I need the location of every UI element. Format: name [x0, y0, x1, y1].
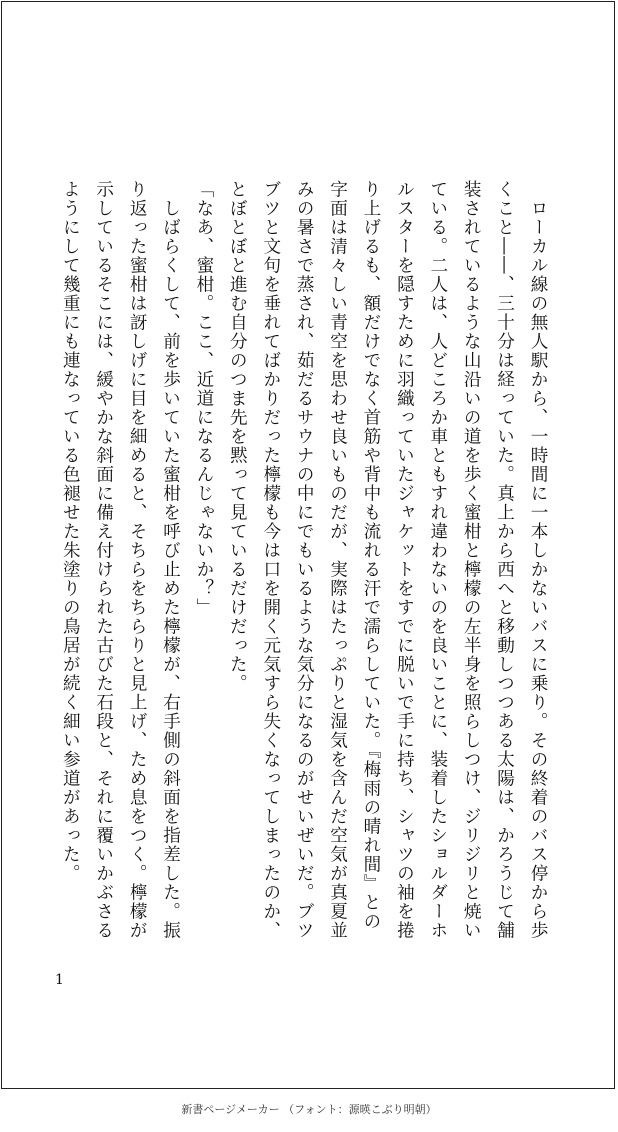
- book-page: [1, 1, 615, 1089]
- footer-caption: 新書ページメーカー （フォント：源暎こぶり明朝）: [181, 1103, 437, 1116]
- paragraph-1: ローカル線の無人駅から、一時間に一本しかないバスに乗り。その終着のバス停から歩くこと――、三十分は経っていた。真上から西へと移動しつつある太陽は、かろうじて舗装されているような山沿いの道を歩く蜜柑と檸檬の左半身を照らしつけ、ジリジリと焼いている。二人は、人どころか車ともすれ違わないのを良いことに、装着したショルダーホルスターを隠すために羽織っていたジャケットをすでに脱いで手に持ち、シャツの袖を捲り上げるも、額だけでなく首筋や背中も流れる汗で濡らしていた。『梅雨の晴れ間』との字面は清々しい青空を思わせ良いものだが、実際はたっぷりと湿気を含んだ空気が真夏並みの暑さで蒸され、茹だるサウナの中にでもいるような気分になるのがせいぜいだ。ブツブツと文句を垂れてばかりだった檸檬も今は口を開く元気すら失くなってしまったのか、とぼとぼと進む自分のつま先を黙って見ているだけだった。: [227, 180, 548, 940]
- vertical-body-text: [53, 180, 554, 940]
- paragraph-3: しばらくして、前を歩いていた蜜柑を呼び止めた檸檬が、右手側の斜面を指差した。振り返った蜜柑は訝しげに目を細めると、そちらをちらりと見上げ、ため息をつく。檸檬が示しているそこには、緩やかな斜面に備え付けられた古びた石段と、それに覆いかぶさるようにして幾重にも連なっている色褪せた朱塗りの鳥居が続く細い参道があった。: [60, 180, 181, 940]
- page-number: 1: [55, 972, 64, 988]
- paragraph-2-dialogue: 「なあ、蜜柑。ここ、近道になるんじゃないか？」: [193, 180, 214, 617]
